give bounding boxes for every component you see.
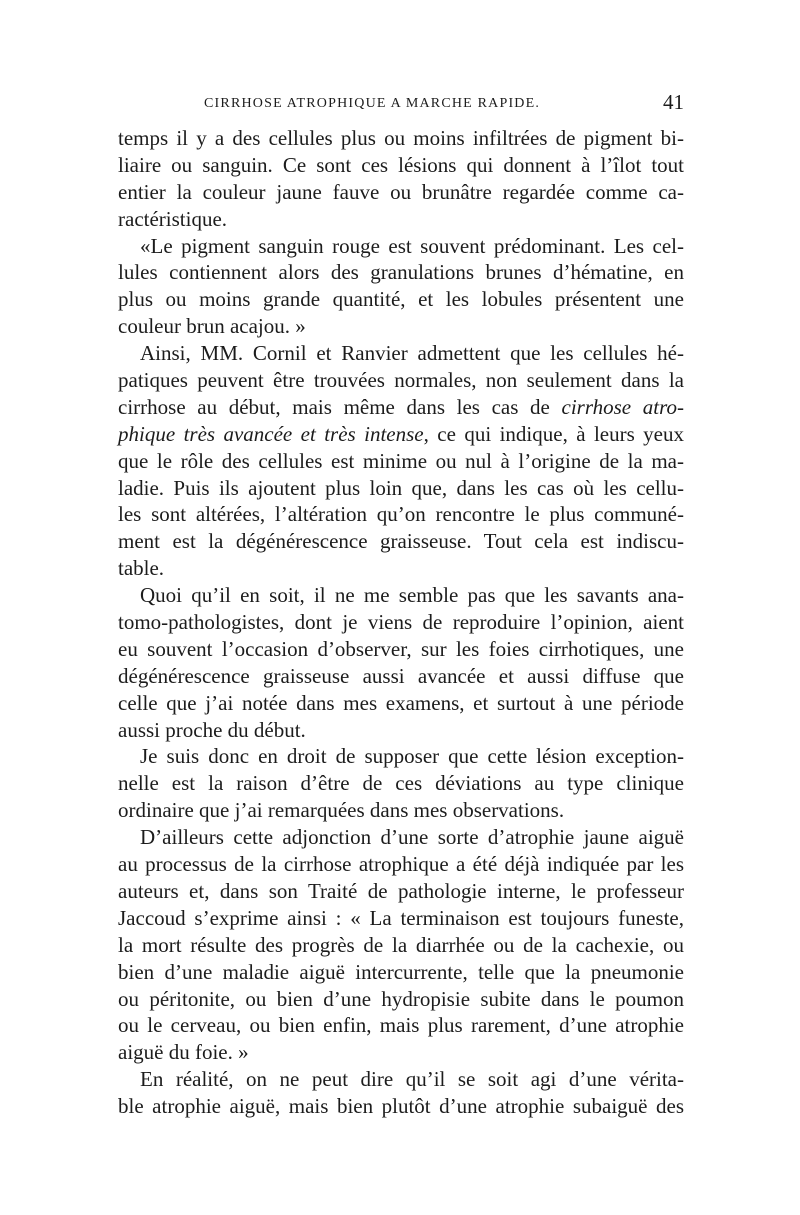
text-segment: , ce qui indique, à leurs yeux bbox=[423, 421, 684, 446]
text-line: que le rôle des cellules est minime ou nul à l’origine de la ma- bbox=[118, 448, 684, 473]
text-line: ou le cerveau, ou bien enfin, mais plus rarement, d’une atrophie bbox=[118, 1013, 684, 1038]
running-title: CIRRHOSE ATROPHIQUE A MARCHE RAPIDE. bbox=[204, 96, 541, 111]
text-line: ractéristique. bbox=[118, 206, 228, 231]
italic-term: cirrhose atro- bbox=[561, 394, 684, 419]
text-line: ou péritonite, ou bien d’une hydropisie subite dans le poumon bbox=[118, 986, 684, 1011]
text-line: eu souvent l’occasion d’observer, sur les foies cirrhotiques, une bbox=[118, 636, 684, 661]
text-line: bien d’une maladie aiguë intercurrente, telle que la pneumonie bbox=[118, 959, 684, 984]
text-line: dégénérescence graisseuse aussi avancée et aussi diffuse que bbox=[118, 663, 684, 688]
text-line: ladie. Puis ils ajoutent plus loin que, dans les cas où les cellu- bbox=[118, 475, 684, 500]
text-line: nelle est la raison d’être de ces déviations au type clinique bbox=[118, 771, 684, 796]
text-line: plus ou moins grande quantité, et les lobules présentent une bbox=[118, 287, 684, 312]
text-line: En réalité, on ne peut dire qu’il se soit agi d’une vérita- bbox=[140, 1067, 684, 1092]
italic-term: phique très avancée et très intense bbox=[118, 421, 424, 446]
text-line bbox=[118, 421, 684, 448]
text-line: ble atrophie aiguë, mais bien plutôt d’une atrophie subaiguë des bbox=[118, 1094, 684, 1119]
body-text bbox=[118, 125, 684, 1120]
text-line: Ainsi, MM. Cornil et Ranvier admettent que les cellules hé- bbox=[140, 341, 684, 366]
text-line: tomo-pathologistes, dont je viens de reproduire l’opinion, aient bbox=[118, 610, 684, 635]
page-header bbox=[118, 90, 684, 118]
text-line: liaire ou sanguin. Ce sont ces lésions qui donnent à l’îlot tout bbox=[118, 152, 684, 177]
text-segment: cirrhose au début, mais même dans les cas de bbox=[118, 394, 562, 419]
text-line: les sont altérées, l’altération qu’on rencontre le plus communé- bbox=[118, 502, 684, 527]
text-line: entier la couleur jaune fauve ou brunâtre regardée comme ca- bbox=[118, 179, 684, 204]
text-line: au processus de la cirrhose atrophique a été déjà indiquée par les bbox=[118, 852, 684, 877]
text-line: ordinaire que j’ai remarquées dans mes observations. bbox=[118, 798, 565, 823]
text-line: temps il y a des cellules plus ou moins infiltrées de pigment bi- bbox=[118, 126, 684, 150]
text-line: auteurs et, dans son Traité de pathologie interne, le professeur bbox=[118, 878, 684, 903]
text-line: aussi proche du début. bbox=[118, 717, 306, 742]
text-line: ment est la dégénérescence graisseuse. Tout cela est indiscu- bbox=[118, 529, 684, 554]
text-line: lules contiennent alors des granulations brunes d’hématine, en bbox=[118, 260, 684, 285]
text-line: Quoi qu’il en soit, il ne me semble pas que les savants ana- bbox=[140, 583, 684, 608]
text-line: Je suis donc en droit de supposer que cette lésion exception- bbox=[140, 744, 684, 769]
text-line: la mort résulte des progrès de la diarrhée ou de la cachexie, ou bbox=[118, 932, 684, 957]
text-line: table. bbox=[118, 556, 165, 581]
text-line bbox=[118, 394, 684, 421]
text-line: «Le pigment sanguin rouge est souvent prédominant. Les cel- bbox=[140, 233, 684, 258]
text-line: aiguë du foie. » bbox=[118, 1040, 249, 1065]
text-line: couleur brun acajou. » bbox=[118, 314, 306, 339]
text-line: patiques peuvent être trouvées normales, non seulement dans la bbox=[118, 368, 684, 393]
text-line: celle que j’ai notée dans mes examens, et surtout à une période bbox=[118, 690, 684, 715]
page-number: 41 bbox=[663, 90, 684, 114]
text-line: Jaccoud s’exprime ainsi : « La terminaison est toujours funeste, bbox=[118, 905, 684, 930]
text-line: D’ailleurs cette adjonction d’une sorte d’atrophie jaune aiguë bbox=[140, 825, 684, 850]
